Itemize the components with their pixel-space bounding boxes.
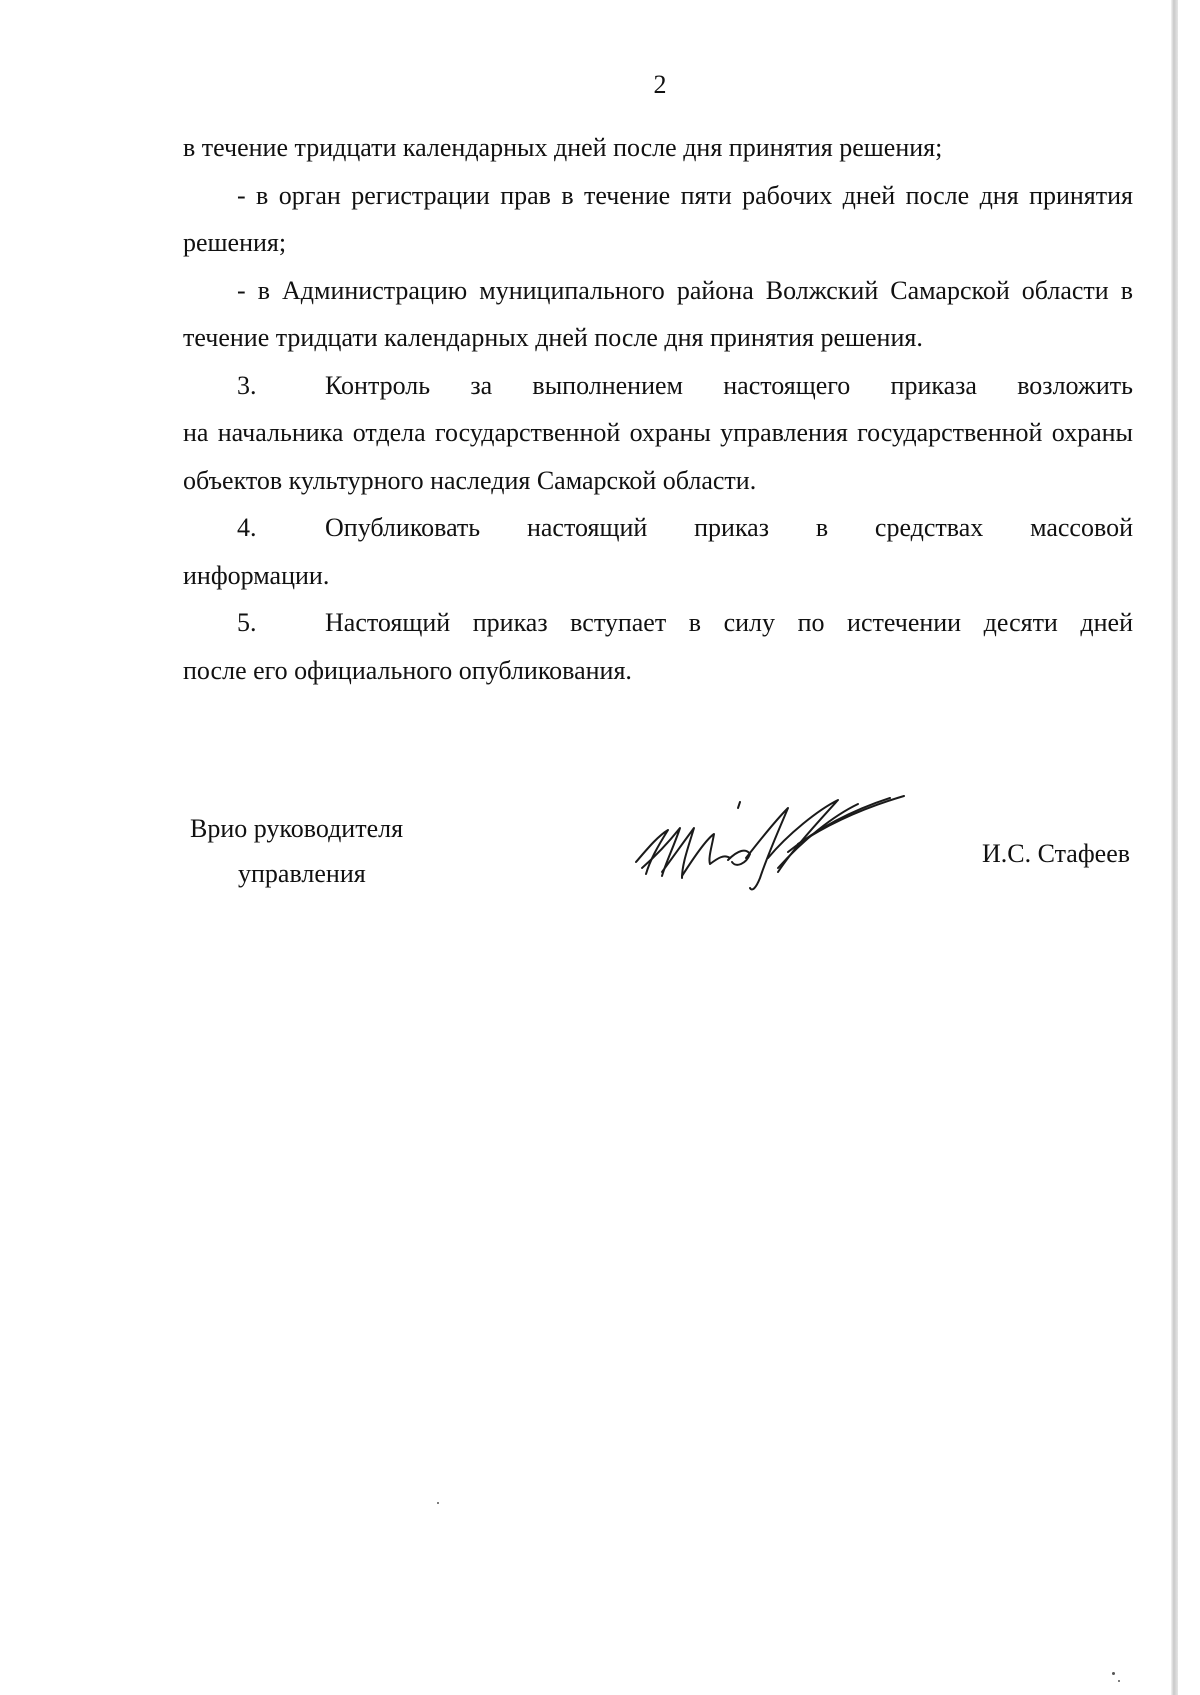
signatory-title-line1: Врио руководителя: [190, 814, 404, 843]
list-item-3: [183, 362, 1133, 505]
list-item-4: [183, 504, 1133, 599]
paragraph-administration: - в Администрацию муниципального района Волжский Самарской области в течение тридцати календарных дней после дня принятия решения.: [183, 275, 1133, 352]
list-item-first-line: Контроль за выполнением настоящего приказа возложить: [325, 370, 1133, 400]
list-item-text: после его официального опубликования.: [183, 655, 632, 685]
scan-speck: [1112, 1672, 1115, 1675]
list-item-first-line: Настоящий приказ вступает в силу по истечении десяти дней: [325, 608, 1133, 637]
signatory-title-line2: управления: [238, 859, 366, 888]
paragraph-registration-body: - в орган регистрации прав в течение пяти рабочих дней после дня принятия решения;: [183, 180, 1133, 257]
list-item-5: [183, 599, 1133, 694]
list-item-first-line: Опубликовать настоящий приказ в средствах массовой: [325, 513, 1133, 542]
document-body: [183, 124, 1133, 694]
page-edge-shadow: [1171, 0, 1178, 1695]
page-number: 2: [653, 70, 667, 99]
handwritten-signature: [628, 788, 908, 898]
scan-speck: [437, 1502, 439, 1504]
list-item-number: 5.: [237, 608, 257, 637]
paragraph-continuation: в течение тридцати календарных дней после дня принятия решения;: [183, 133, 943, 162]
list-item-number: 3.: [237, 370, 257, 400]
scan-speck: [1118, 1680, 1120, 1682]
list-item-text: на начальника отдела государственной охраны управления государственной охраны объектов культурного наследия Самарской области.: [183, 418, 1133, 495]
list-item-number: 4.: [237, 513, 257, 542]
list-item-text: информации.: [183, 560, 330, 590]
signatory-name: И.С. Стафеев: [982, 839, 1131, 868]
